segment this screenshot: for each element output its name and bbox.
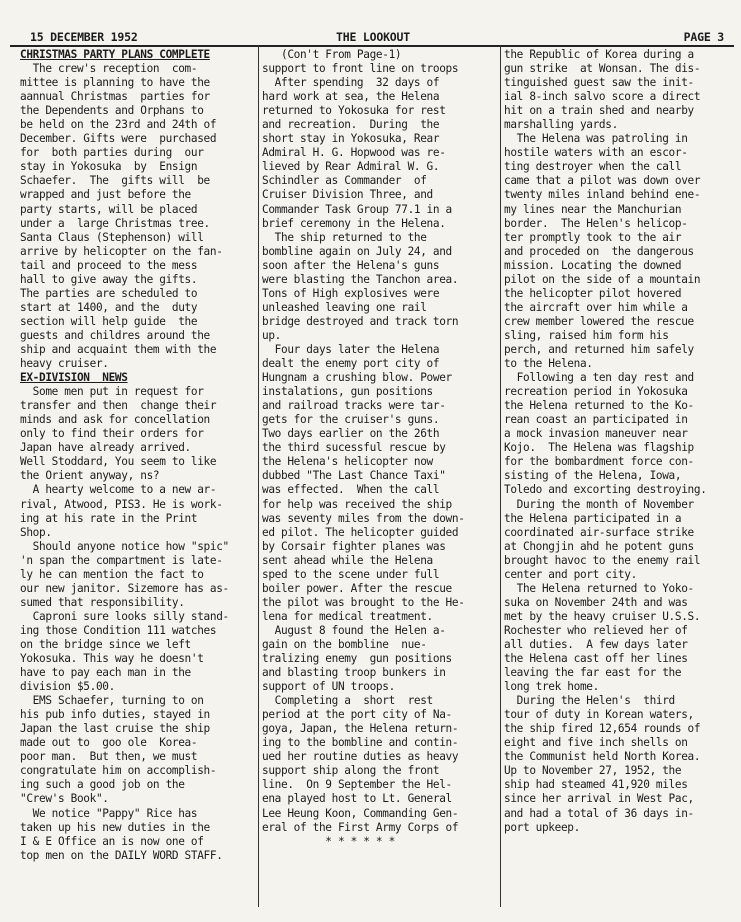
text-line: Some men put in request for (20, 385, 204, 399)
text-line: my lines near the Manchurian (504, 202, 682, 216)
text-line: port upkeep. (504, 820, 580, 834)
text-line: by Corsair fighter planes was (262, 539, 446, 553)
section-heading: EX-DIVISION NEWS (20, 371, 128, 385)
text-line: Tons of High explosives were (262, 286, 440, 300)
text-line: Completing a short rest (262, 694, 433, 708)
text-line: for the bombardment force con- (504, 455, 694, 469)
text-line: his pub info duties, stayed in (20, 708, 210, 722)
text-line: the Helena cast off her lines (504, 652, 688, 666)
text-line: hit on a train shed and nearby (504, 104, 694, 118)
text-line: boiler power. After the rescue (262, 581, 452, 595)
text-line: our new janitor. Sizemore has as- (20, 581, 229, 595)
text-line: Should anyone notice how "spic" (20, 539, 229, 553)
text-line: rean coast an participated in (504, 413, 688, 427)
text-line: soon after the Helena's guns (262, 258, 440, 272)
text-line: pilot on the side of a mountain (504, 272, 701, 286)
text-line: instalations, gun positions (262, 385, 433, 399)
text-line: the Republic of Korea during a (504, 48, 694, 61)
header-rule (10, 45, 734, 47)
text-line: Commander Task Group 77.1 in a (262, 202, 452, 216)
text-line: Well Stoddard, You seem to like (20, 455, 217, 469)
text-line: at Chongjin ahd he potent guns (504, 539, 694, 553)
text-line: I & E Office an is now one of (20, 834, 204, 848)
text-line: the aircraft over him while a (504, 300, 688, 314)
text-line: a mock invasion maneuver near (504, 427, 688, 441)
text-line: eight and five inch shells on (504, 736, 688, 750)
text-line: lieved by Rear Admiral W. G. (262, 160, 440, 174)
text-line: lena for medical treatment. (262, 609, 433, 623)
text-line: ting destroyer when the call (504, 160, 682, 174)
text-line: marshalling yards. (504, 118, 618, 132)
text-line: tralizing enemy gun positions (262, 652, 452, 666)
text-line: ued her routine duties as heavy (262, 750, 459, 764)
text-line: the Helena's helicopter now (262, 455, 433, 469)
text-line: and proceded on the dangerous (504, 244, 694, 258)
text-line: unleashed leaving one rail (262, 300, 427, 314)
page-number: PAGE 3 (683, 30, 724, 44)
text-line: wrapped and just before the (20, 188, 191, 202)
text-line: ing those Condition 111 watches (20, 623, 217, 637)
issue-date: 15 DECEMBER 1952 (30, 30, 138, 44)
text-line: bombline again on July 24, and (262, 244, 452, 258)
text-line: up. (262, 328, 281, 342)
text-line: the Orient anyway, ns? (20, 469, 160, 483)
text-line: have to pay each man in the (20, 666, 191, 680)
text-line: A hearty welcome to a new ar- (20, 483, 217, 497)
text-line: ing at his rate in the Print (20, 511, 198, 525)
text-line: period at the port city of Na- (262, 708, 452, 722)
text-line: long trek home. (504, 680, 599, 694)
text-line: gun strike at Wonsan. The dis- (504, 62, 701, 76)
text-line: congratulate him on accomplish- (20, 764, 217, 778)
text-line: and recreation. During the (262, 118, 440, 132)
text-line: leaving the far east for the (504, 666, 682, 680)
text-line: mittee is planning to have the (20, 76, 210, 90)
text-line: arrive by helicopter on the fan- (20, 244, 223, 258)
text-line: EMS Schaefer, turning to on (20, 694, 204, 708)
text-line: tail and proceed to the mess (20, 258, 198, 272)
text-line: The Helena was patroling in (504, 132, 688, 146)
text-line: 'n span the compartment is late- (20, 553, 223, 567)
text-line: line. On 9 September the Hel- (262, 778, 452, 792)
text-line: Admiral H. G. Hopwood was re- (262, 146, 446, 160)
text-line: During the Helen's third (504, 694, 675, 708)
text-line: ship and acquaint them with the (20, 342, 217, 356)
text-line: hard work at sea, the Helena (262, 90, 440, 104)
text-line: the pilot was brought to the He- (262, 595, 465, 609)
text-line: The crew's reception com- (20, 62, 198, 76)
text-line: crew member lowered the rescue (504, 314, 694, 328)
newsletter-title: THE LOOKOUT (336, 30, 410, 44)
text-line: support of UN troops. (262, 680, 395, 694)
text-line: short stay in Yokosuka, Rear (262, 132, 440, 146)
text-line: ship had steamed 41,920 miles (504, 778, 688, 792)
text-line: Following a ten day rest and (504, 371, 694, 385)
text-line: rival, Atwood, PIS3. He is work- (20, 497, 223, 511)
text-line: The Helena returned to Yoko- (504, 581, 694, 595)
text-line: Rochester who relieved her of (504, 623, 688, 637)
text-line: mission. Locating the downed (504, 258, 682, 272)
column-right (504, 48, 736, 835)
column-left (20, 48, 258, 863)
page-header (24, 30, 724, 46)
text-line: dealt the enemy port city of (262, 357, 440, 371)
text-line: was effected. When the call (262, 483, 440, 497)
text-line: suka on November 24th and was (504, 595, 688, 609)
text-line: heavy cruiser. (20, 357, 109, 371)
text-line: ly he can mention the fact to (20, 567, 204, 581)
column-middle (262, 48, 500, 849)
text-line: Caproni sure looks silly stand- (20, 609, 229, 623)
text-line: and had a total of 36 days in- (504, 806, 694, 820)
text-line: Cruiser Division Three, and (262, 188, 433, 202)
text-line: Schaefer. The gifts will be (20, 174, 210, 188)
text-line: gain on the bombline nue- (262, 637, 427, 651)
text-line: poor man. But then, we must (20, 750, 198, 764)
text-line: minds and ask for concellation (20, 413, 210, 427)
text-line: and blasting troop bunkers in (262, 666, 446, 680)
text-line: ial 8-inch salvo score a direct (504, 90, 701, 104)
text-line: on the bridge since we left (20, 637, 191, 651)
text-line: ter promptly took to the air (504, 230, 682, 244)
text-line: ena played host to Lt. General (262, 792, 452, 806)
text-line: the Communist held North Korea. (504, 750, 701, 764)
text-line: hostile waters with an escor- (504, 146, 688, 160)
text-line: twenty miles inland behind ene- (504, 188, 701, 202)
text-line: ing such a good job on the (20, 778, 185, 792)
text-line: and railroad tracks were tar- (262, 399, 446, 413)
text-line: party starts, will be placed (20, 202, 198, 216)
text-line: December. Gifts were purchased (20, 132, 217, 146)
text-line: sling, raised him form his (504, 328, 669, 342)
text-line: the ship fired 12,654 rounds of (504, 722, 701, 736)
text-line: perch, and returned him safely (504, 342, 694, 356)
text-line: Japan have already arrived. (20, 441, 191, 455)
text-line: returned to Yokosuka for rest (262, 104, 446, 118)
text-line: stay in Yokosuka by Ensign (20, 160, 198, 174)
text-line: goya, Japan, the Helena return- (262, 722, 459, 736)
text-line: to the Helena. (504, 357, 593, 371)
text-line: for both parties during our (20, 146, 204, 160)
text-line: Two days earlier on the 26th (262, 427, 440, 441)
text-line: August 8 found the Helen a- (262, 623, 446, 637)
text-line: sent ahead while the Helena (262, 553, 433, 567)
text-line: the Helena returned to the Ko- (504, 399, 694, 413)
text-line: ed pilot. The helicopter guided (262, 525, 459, 539)
text-line: tinguished guest saw the init- (504, 76, 694, 90)
text-line: border. The Helen's helicop- (504, 216, 688, 230)
text-line: met by the heavy cruiser U.S.S. (504, 609, 701, 623)
text-line: sumed that responsibility. (20, 595, 185, 609)
text-line: only to find their orders for (20, 427, 204, 441)
text-line: After spending 32 days of (262, 76, 440, 90)
text-line: eral of the First Army Corps of (262, 820, 459, 834)
text-line: Up to November 27, 1952, the (504, 764, 682, 778)
text-line: The ship returned to the (262, 230, 427, 244)
text-line: brought havoc to the enemy rail (504, 553, 701, 567)
text-line: "Crew's Book". (20, 792, 109, 806)
text-line: be held on the 23rd and 24th of (20, 118, 217, 132)
text-line: Hungnam a crushing blow. Power (262, 371, 452, 385)
text-line: hall to give away the gifts. (20, 272, 198, 286)
text-line: guests and childres around the (20, 328, 210, 342)
text-line: since her arrival in West Pac, (504, 792, 694, 806)
text-line: were blasting the Tanchon area. (262, 272, 459, 286)
text-line: Shop. (20, 525, 52, 539)
text-line: We notice "Pappy" Rice has (20, 806, 198, 820)
text-line: for help was received the ship (262, 497, 452, 511)
column-divider-2 (500, 45, 501, 907)
text-line: top men on the DAILY WORD STAFF. (20, 848, 223, 862)
text-line: sped to the scene under full (262, 567, 440, 581)
text-line: Japan the last cruise the ship (20, 722, 210, 736)
text-line: the third sucessful rescue by (262, 441, 446, 455)
text-line: start at 1400, and the duty (20, 300, 198, 314)
text-line: coordinated air-surface strike (504, 525, 694, 539)
text-line: ing to the bombline and contin- (262, 736, 459, 750)
text-line: support to front line on troops (262, 62, 459, 76)
text-line: support ship along the front (262, 764, 440, 778)
text-line: aannual Christmas parties for (20, 90, 210, 104)
text-line: recreation period in Yokosuka (504, 385, 688, 399)
text-line: (Con't From Page-1) (262, 48, 402, 61)
text-line: brief ceremony in the Helena. (262, 216, 446, 230)
text-line: Four days later the Helena (262, 342, 440, 356)
text-line: all duties. A few days later (504, 637, 688, 651)
text-line: The parties are scheduled to (20, 286, 198, 300)
text-line: Santa Claus (Stephenson) will (20, 230, 204, 244)
text-line: dubbed "The Last Chance Taxi" (262, 469, 446, 483)
text-line: * * * * * * (262, 834, 395, 848)
text-line: tour of duty in Korean waters, (504, 708, 694, 722)
text-line: came that a pilot was down over (504, 174, 701, 188)
text-line: Kojo. The Helena was flagship (504, 441, 694, 455)
text-line: Lee Heung Koon, Commanding Gen- (262, 806, 459, 820)
text-line: gets for the cruiser's guns. (262, 413, 440, 427)
text-line: the Dependents and Orphans to (20, 104, 204, 118)
text-line: Yokosuka. This way he doesn't (20, 652, 204, 666)
text-line: bridge destroyed and track torn (262, 314, 459, 328)
text-line: taken up his new duties in the (20, 820, 210, 834)
text-line: sisting of the Helena, Iowa, (504, 469, 682, 483)
text-line: center and port city. (504, 567, 637, 581)
text-line: Toledo and excorting destroying. (504, 483, 707, 497)
text-line: transfer and then change their (20, 399, 217, 413)
text-line: division $5.00. (20, 680, 115, 694)
text-line: During the month of November (504, 497, 694, 511)
text-line: made out to goo ole Korea- (20, 736, 198, 750)
text-line: Schindler as Commander of (262, 174, 427, 188)
section-heading: CHRISTMAS PARTY PLANS COMPLETE (20, 48, 210, 61)
text-line: the Helena participated in a (504, 511, 682, 525)
text-line: the helicopter pilot hovered (504, 286, 682, 300)
text-line: was seventy miles from the down- (262, 511, 465, 525)
text-line: under a large Christmas tree. (20, 216, 210, 230)
text-line: section will help guide the (20, 314, 198, 328)
column-divider-1 (258, 45, 259, 907)
